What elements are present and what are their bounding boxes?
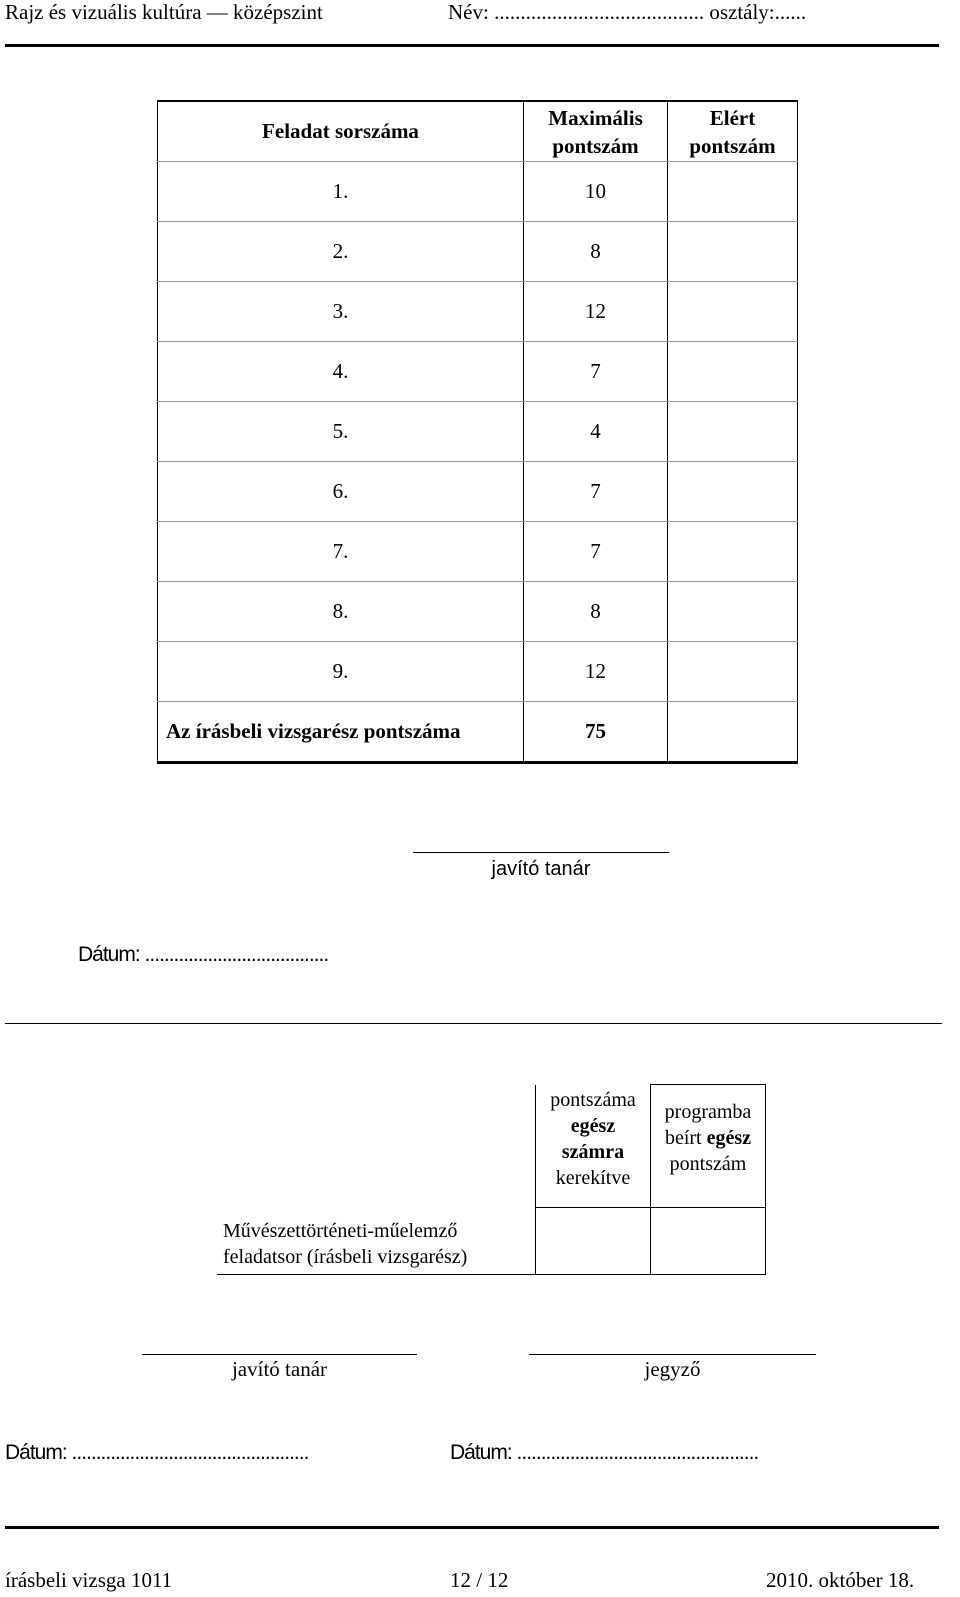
- max-points: 7: [524, 462, 668, 522]
- task-number: 4.: [158, 342, 524, 402]
- table-row: [158, 222, 798, 282]
- signature-line: [413, 852, 669, 853]
- score-table: [157, 100, 798, 764]
- max-points: 8: [524, 582, 668, 642]
- table-row: [158, 462, 798, 522]
- score-box-table: [217, 1084, 766, 1275]
- total-achieved-cell[interactable]: [668, 702, 798, 763]
- achieved-points-cell[interactable]: [668, 642, 798, 702]
- program-score-cell[interactable]: [651, 1208, 766, 1275]
- footer-exam-id: írásbeli vizsga 1011: [5, 1568, 173, 1592]
- notary-date-field: Dátum: ..................................................: [450, 1441, 759, 1464]
- header-achieved: Elért pontszám: [668, 101, 798, 162]
- score-table-header-row: [158, 101, 798, 162]
- total-max-points: 75: [524, 702, 668, 763]
- rounded-score-cell[interactable]: [536, 1208, 651, 1275]
- achieved-points-cell[interactable]: [668, 462, 798, 522]
- total-row: [158, 702, 798, 763]
- task-number: 8.: [158, 582, 524, 642]
- footer-rule: [5, 1526, 939, 1529]
- max-points: 4: [524, 402, 668, 462]
- achieved-points-cell[interactable]: [668, 402, 798, 462]
- task-number: 6.: [158, 462, 524, 522]
- table-row: [158, 162, 798, 222]
- achieved-points-cell[interactable]: [668, 342, 798, 402]
- task-number: 3.: [158, 282, 524, 342]
- achieved-points-cell[interactable]: [668, 522, 798, 582]
- signature-line-notary: [529, 1354, 816, 1355]
- task-number: 2.: [158, 222, 524, 282]
- table-row: [158, 522, 798, 582]
- header-max: Maximális pontszám: [524, 101, 668, 162]
- page-number: 12 / 12: [450, 1568, 509, 1592]
- notary-signature-label: jegyző: [644, 1357, 701, 1381]
- teacher-date-field: Dátum: .................................................: [5, 1441, 309, 1464]
- achieved-points-cell[interactable]: [668, 222, 798, 282]
- max-points: 12: [524, 642, 668, 702]
- max-points: 8: [524, 222, 668, 282]
- header-name-class: Név: ........................................ osztály:......: [448, 0, 807, 24]
- achieved-points-cell[interactable]: [668, 282, 798, 342]
- table-row: [158, 582, 798, 642]
- header-task: Feladat sorszáma: [158, 101, 524, 162]
- footer-date: 2010. október 18.: [766, 1568, 915, 1592]
- signature-label: javító tanár: [491, 858, 591, 880]
- max-points: 7: [524, 522, 668, 582]
- max-points: 7: [524, 342, 668, 402]
- task-number: 9.: [158, 642, 524, 702]
- teacher-signature-label: javító tanár: [231, 1357, 328, 1381]
- max-points: 12: [524, 282, 668, 342]
- table-row: [158, 282, 798, 342]
- rounded-score-header: pontszáma egész számra kerekítve: [536, 1085, 651, 1208]
- written-part-label: Művészettörténeti-műelemző feladatsor (írásbeli vizsgarész): [217, 1085, 536, 1275]
- header-subject: Rajz és vizuális kultúra — középszint: [5, 0, 323, 24]
- table-row: [158, 342, 798, 402]
- task-number: 7.: [158, 522, 524, 582]
- achieved-points-cell[interactable]: [668, 162, 798, 222]
- table-row: [158, 402, 798, 462]
- total-label: Az írásbeli vizsgarész pontszáma: [158, 702, 524, 763]
- task-number: 1.: [158, 162, 524, 222]
- task-number: 5.: [158, 402, 524, 462]
- table-row: [158, 642, 798, 702]
- achieved-points-cell[interactable]: [668, 582, 798, 642]
- max-points: 10: [524, 162, 668, 222]
- section-divider: [5, 1023, 942, 1024]
- program-score-header: programba beírt egész pontszám: [651, 1085, 766, 1208]
- date-field: Dátum: ......................................: [78, 943, 329, 966]
- header-rule: [5, 44, 939, 47]
- signature-line-teacher: [142, 1354, 417, 1355]
